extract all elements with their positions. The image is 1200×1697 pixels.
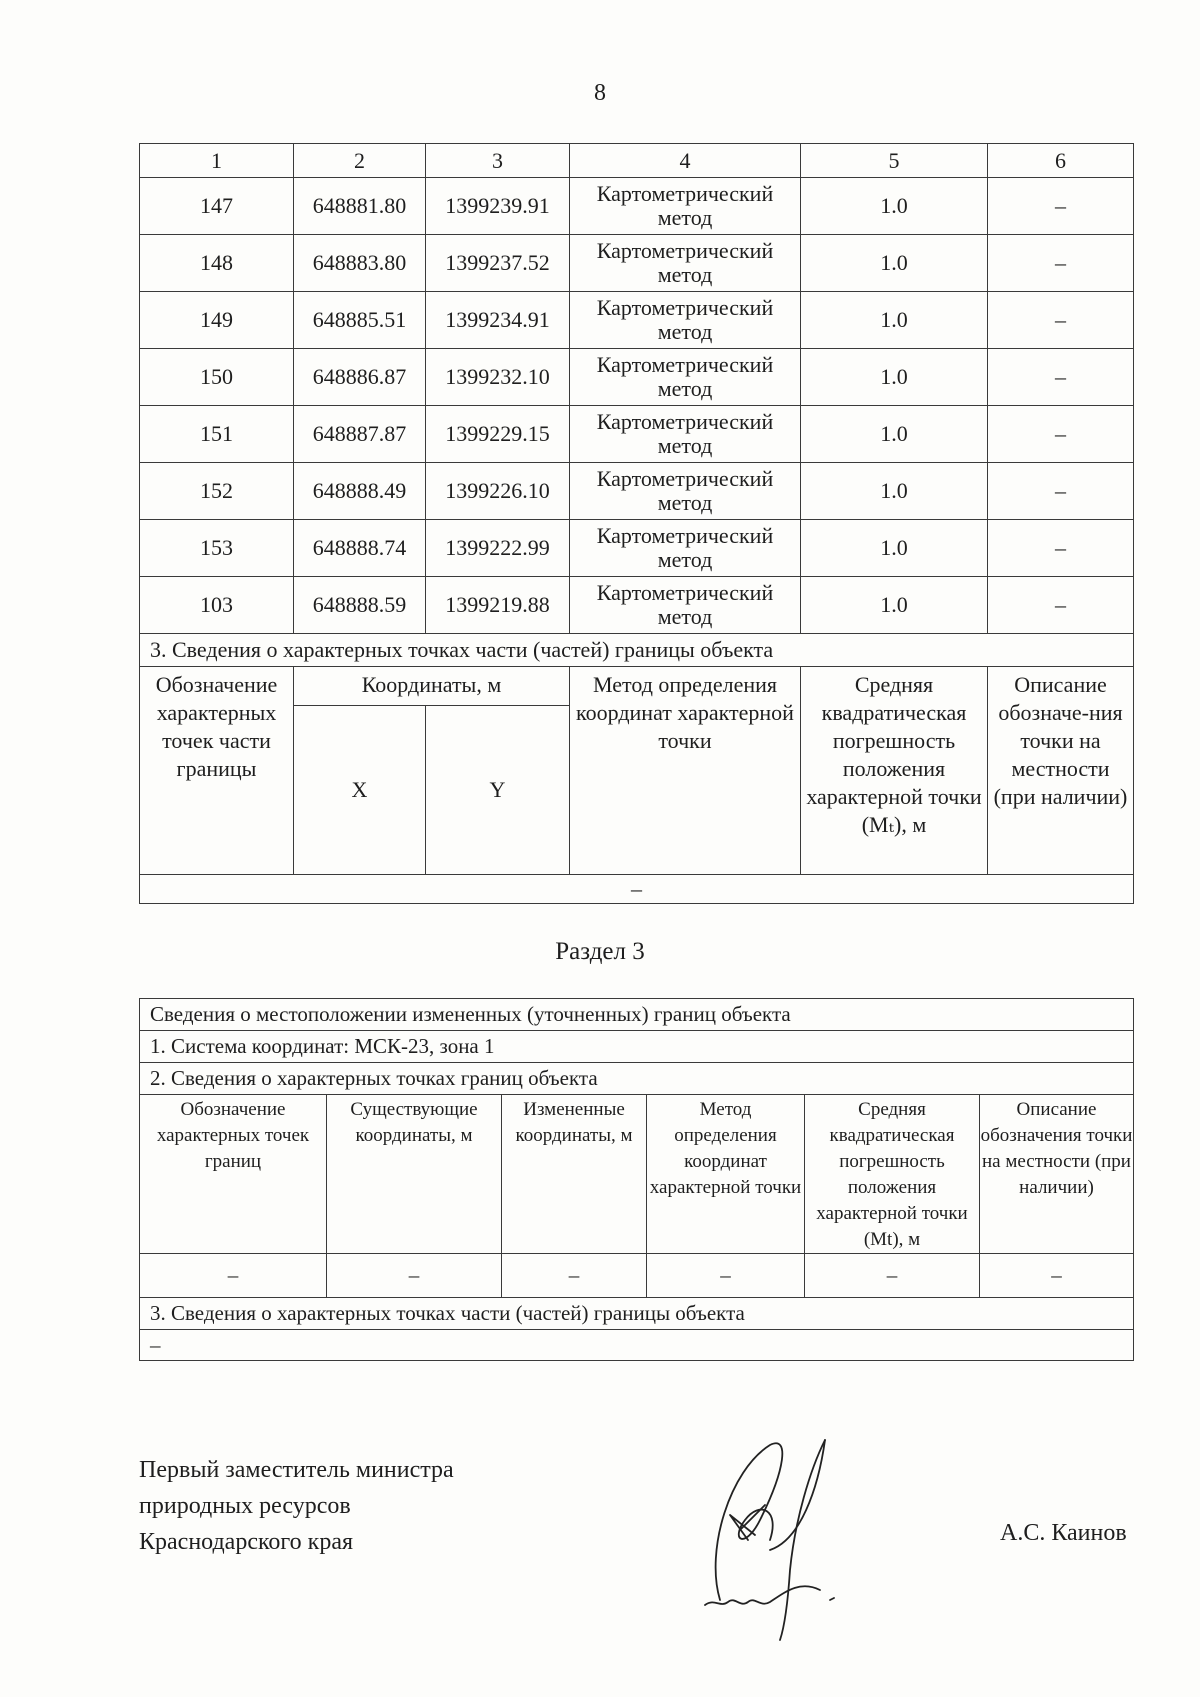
table-row: 103 648888.59 1399219.88 Картометрический метод 1.0 – (140, 577, 1134, 634)
table-row: 149 648885.51 1399234.91 Картометрический метод 1.0 – (140, 292, 1134, 349)
empty-row: – (140, 1330, 1134, 1361)
section-heading-row: 3. Сведения о характерных точках части (частей) границы объекта (140, 634, 1134, 667)
signatory-name: А.С. Каинов (1000, 1520, 1127, 1546)
table-header-row: 1 2 3 4 5 6 (140, 144, 1134, 178)
table-row: 150 648886.87 1399232.10 Картометрический метод 1.0 – (140, 349, 1134, 406)
coordinates-table (139, 143, 1134, 904)
points-heading-row: 2. Сведения о характерных точках границ объекта (140, 1063, 1134, 1095)
section-title: Раздел 3 (555, 938, 645, 965)
table-row: 147 648881.80 1399239.91 Картометрический метод 1.0 – (140, 178, 1134, 235)
subheader-row: X Y (140, 706, 1134, 875)
coordinate-system-row: 1. Система координат: МСК-23, зона 1 (140, 1031, 1134, 1063)
signatory-position: Первый заместитель министра природных ресурсов Краснодарского края (139, 1457, 454, 1555)
handwritten-signature (700, 1430, 850, 1645)
table-row: 153 648888.74 1399222.99 Картометрический метод 1.0 – (140, 520, 1134, 577)
group-header-row: Обозначение характерных точек части границы Координаты, м Метод определения координат характерной точки Средняя квадратическая погрешность положения характерной точки (Mₜ), м Описание обозначе-ния точки на местности (при наличии) (140, 667, 1134, 706)
table-row: 148 648883.80 1399237.52 Картометрический метод 1.0 – (140, 235, 1134, 292)
page-number: 8 (594, 80, 606, 106)
table-row: 151 648887.87 1399229.15 Картометрический метод 1.0 – (140, 406, 1134, 463)
empty-row: – (140, 875, 1134, 904)
table-row: 152 648888.49 1399226.10 Картометрический метод 1.0 – (140, 463, 1134, 520)
table-row: – – – – – – (140, 1254, 1134, 1298)
changed-boundaries-table (139, 998, 1134, 1361)
table-title-row: Сведения о местоположении измененных (уточненных) границ объекта (140, 999, 1134, 1031)
parts-heading-row: 3. Сведения о характерных точках части (частей) границы объекта (140, 1298, 1134, 1330)
table-header-row: Обозначение характерных точек границ Существующие координаты, м Измененные координаты, м Метод определения координат характерной точки Средняя квадратическая погрешность положения характерной точки (Mt), м Описание обозначения точки на местности (при наличии) (140, 1095, 1134, 1254)
